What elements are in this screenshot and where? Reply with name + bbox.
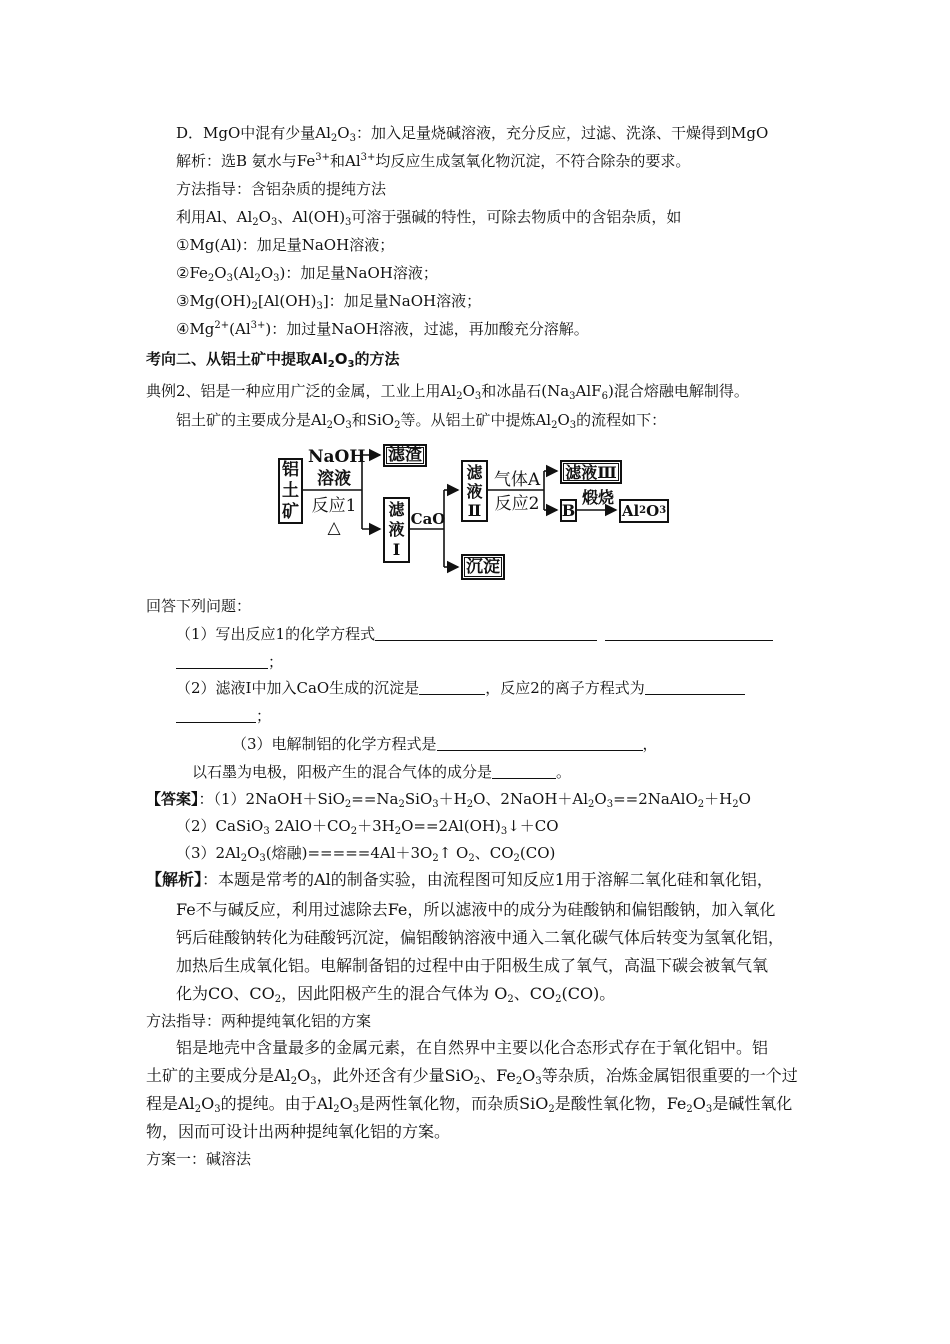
- scheme-1-heading: 方案一：碱溶法: [146, 1150, 252, 1168]
- question-1-cont: ；: [176, 652, 283, 672]
- question-2-cont: ；: [176, 706, 271, 726]
- answer-blank[interactable]: [375, 626, 597, 641]
- filtrate3-box: 滤液Ⅲ: [560, 460, 622, 484]
- answer-3: $(3)2Al_2O_3$(熔融)$=====4Al+3O_2↑$ $O_2$、$CO_2(CO)$: [176, 844, 556, 864]
- naoh-label: NaOH: [308, 447, 366, 467]
- answer-intro: 回答下列问题：: [146, 597, 252, 615]
- residue-box: 滤渣: [383, 444, 427, 467]
- explanation-3: 钙后硅酸钠转化为硅酸钙沉淀，偏铝酸钠溶液中通入二氧化碳气体后转变为氢氧化铝，: [176, 928, 785, 947]
- method-guide-2: 方法指导：两种提纯氧化铝的方案: [146, 1012, 372, 1030]
- question-2: （2）滤液Ⅰ中加入CaO生成的沉淀是 ，反应2的离子方程式为: [176, 678, 745, 698]
- filtrate1-char-1: 滤: [388, 500, 405, 519]
- example-line: 典例2、铝是一种应用广泛的金属，工业上用$Al_2O_3$和冰晶石$(Na_3AlF_6)$混合熔融电解制得。: [146, 382, 749, 402]
- explanation-5: 化为CO、$CO_2$，因此阳极产生的混合气体为 $O_2$、$CO_2(CO)$。: [176, 984, 616, 1005]
- question-3-cont: 以石墨为电极，阳极产生的混合气体的成分是 。: [192, 763, 572, 781]
- filtrate1-char-2: 液: [388, 520, 405, 539]
- paragraph-1: 铝是地壳中含量最多的金属元素，在自然界中主要以化合态形式存在于氧化铝中。铝: [176, 1038, 769, 1057]
- answer-blank[interactable]: [437, 736, 643, 751]
- explanation-1: 【解析】：本题是常考的Al的制备实验，由流程图可知反应1用于溶解二氧化硅和氧化铝，: [146, 870, 773, 889]
- reaction2-label: 反应2: [494, 494, 540, 514]
- answer-blank[interactable]: [176, 654, 268, 669]
- answer-2: （2）CaSiO$_3$ $2AlO+CO_2+3H_2O==2Al(OH)_3↓+CO$: [176, 817, 559, 837]
- method-item-4: $④Mg^{2+}(Al^{3+})$：加过量NaOH溶液，过滤，再加酸充分溶解。: [176, 320, 589, 338]
- answer-blank[interactable]: [176, 708, 256, 723]
- explanation-4: 加热后生成氧化铝。电解制备铝的过程中由于阳极生成了氧气，高温下碳会被氧气氧: [176, 956, 769, 975]
- answer-blank[interactable]: [605, 626, 773, 641]
- ore-char-1: 铝: [282, 459, 299, 480]
- method-guide-1: 方法指导：含铝杂质的提纯方法: [176, 180, 387, 198]
- answer-blank[interactable]: [419, 680, 485, 695]
- answer-1: 【答案】：$(1)2NaOH+SiO_2==Na_2SiO_3+H_2O$、$2NaOH+Al_2O_3==2NaAlO_2+H_2O$: [146, 790, 751, 810]
- cao-label: CaO: [410, 510, 446, 528]
- solution-label: 溶液: [317, 469, 351, 489]
- answer-blank[interactable]: [645, 680, 745, 695]
- filtrate2-char-1: 滤: [466, 462, 483, 482]
- section-heading: 考向二、从铝土矿中提取$Al_2O_3$的方法: [146, 350, 400, 370]
- ore-char-3: 矿: [282, 501, 299, 522]
- gas-a-label: 气体A: [493, 470, 541, 490]
- paragraph-2: 土矿的主要成分是$Al_2O_3$，此外还含有少量SiO$_2$、$Fe_2O_3$等杂质，冶炼金属铝很重要的一个过: [146, 1066, 798, 1087]
- method-item-2: $②Fe_2O_3(Al_2O_3)$：加足量NaOH溶液；: [176, 264, 438, 284]
- alumina-box: Al 2 O 3: [619, 499, 669, 523]
- method-intro: 利用Al、$Al_2O_3$、$Al(OH)_3$可溶于强碱的特性，可除去物质中的含铝杂质，如: [176, 208, 682, 228]
- precipitate-box: 沉淀: [461, 554, 505, 580]
- filtrate2-char-2: 液: [466, 481, 483, 501]
- question-1: （1）写出反应1的化学方程式: [176, 624, 773, 644]
- paragraph-4: 物，因而可设计出两种提纯氧化铝的方案。: [146, 1122, 451, 1141]
- paragraph-3: 程是$Al_2O_3$的提纯。由于$Al_2O_3$是两性氧化物，而杂质SiO$_2$是酸性氧化物，$Fe_2O_3$是碱性氧化: [146, 1094, 793, 1115]
- method-item-1: ①Mg(Al)：加足量NaOH溶液；: [176, 236, 395, 254]
- analysis-line: 解析：选B 氨水与$Fe^{3+}$和$Al^{3+}$均反应生成氢氧化物沉淀，不符合除杂的要求。: [176, 152, 691, 170]
- filtrate1-box: [383, 497, 410, 563]
- option-d-line: D．MgO中混有少量$Al_2O_3$：加入足量烧碱溶液，充分反应，过滤、洗涤、干燥得到MgO: [176, 124, 769, 144]
- ore-char-2: 土: [282, 480, 299, 501]
- b-box: B: [561, 501, 576, 520]
- answer-blank[interactable]: [492, 764, 556, 779]
- filtrate2-char-3: Ⅱ: [467, 500, 482, 520]
- question-3: （3）电解制铝的化学方程式是 ，: [232, 735, 658, 753]
- explanation-2: Fe不与碱反应，利用过滤除去Fe，所以滤液中的成分为硅酸钠和偏铝酸钠，加入氧化: [176, 900, 776, 919]
- method-item-3: $③Mg(OH)_2[Al(OH)_3]$：加足量NaOH溶液；: [176, 292, 482, 312]
- ore-box: [278, 458, 303, 524]
- flow-diagram: [270, 440, 690, 590]
- filtrate1-char-3: Ⅰ: [392, 540, 401, 559]
- calcine-label: 煅烧: [581, 488, 614, 507]
- filtrate2-box: [461, 460, 488, 522]
- heat-symbol: △: [327, 518, 341, 538]
- reaction1-label: 反应1: [311, 496, 357, 516]
- example-line-2: 铝土矿的主要成分是$Al_2O_3$和SiO$_2$等。从铝土矿中提炼$Al_2O_3$的流程如下：: [176, 411, 667, 431]
